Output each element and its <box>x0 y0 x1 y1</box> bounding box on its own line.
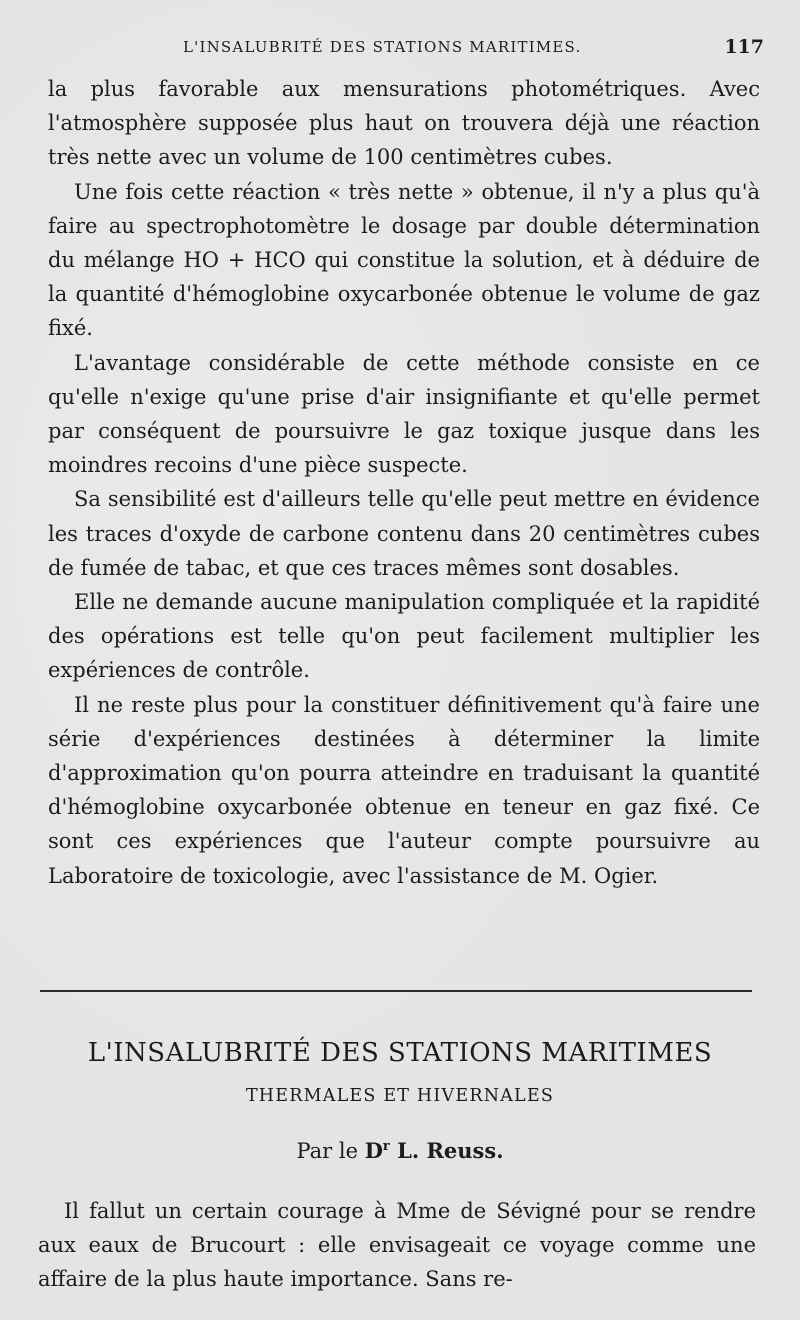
article-title: L'INSALUBRITÉ DES STATIONS MARITIMES <box>87 1038 713 1068</box>
running-header <box>48 36 764 62</box>
paragraph: la plus favorable aux mensurations photométriques. Avec l'atmosphère supposée plus haut on trouvera déjà une réaction très nette avec un volume de 100 centimètres cubes. <box>48 77 760 170</box>
paragraph: Il ne reste plus pour la constituer définitivement qu'à faire une série d'expériences destinées à déterminer la limite d'approximation qu'on pourra atteindre en traduisant la quantité d'hémoglobine oxycarbonée obtenue en teneur en gaz fixé. Ce sont ces expériences que l'auteur compte poursuivre au Laboratoire de toxicologie, avec l'assistance de M. Ogier. <box>48 692 760 888</box>
byline <box>40 1138 760 1163</box>
author-title-sup: r <box>382 1139 390 1154</box>
article-subtitle: THERMALES ET HIVERNALES <box>245 1086 555 1106</box>
paragraph: Elle ne demande aucune manipulation compliquée et la rapidité des opérations est telle qu'on peut facilement multiplier les expériences de contrôle. <box>48 590 760 683</box>
byline-prefix: Par le <box>296 1139 365 1163</box>
paragraph: Une fois cette réaction « très nette » obtenue, il n'y a plus qu'à faire au spectrophotomètre le dosage par double détermination du mélange HO + HCO qui constitue la solution, et à déduire de la quantité d'hémoglobine oxycarbonée obtenue le volume de gaz fixé. <box>48 179 760 341</box>
author-title: D <box>364 1138 383 1163</box>
paragraph: L'avantage considérable de cette méthode consiste en ce qu'elle n'exige qu'une prise d'air insignifiante et qu'elle permet par conséquent de poursuivre le gaz toxique jusque dans les moindres recoins d'une pièce suspecte. <box>48 350 760 478</box>
paragraph: Sa sensibilité est d'ailleurs telle qu'elle peut mettre en évidence les traces d'oxyde de carbone contenu dans 20 centimètres cubes de fumée de tabac, et que ces traces mêmes sont dosables. <box>48 487 760 580</box>
section-divider <box>40 990 752 992</box>
page-number: 117 <box>724 36 764 58</box>
body-text <box>48 72 760 893</box>
author-name: L. Reuss. <box>389 1138 504 1163</box>
article-intro <box>38 1194 756 1297</box>
running-title: L'INSALUBRITÉ DES STATIONS MARITIMES. <box>183 38 582 56</box>
paragraph: Il fallut un certain courage à Mme de Sévigné pour se rendre aux eaux de Brucourt : elle envisageait ce voyage comme une affaire de la plus haute importance. Sans re- <box>38 1199 756 1292</box>
